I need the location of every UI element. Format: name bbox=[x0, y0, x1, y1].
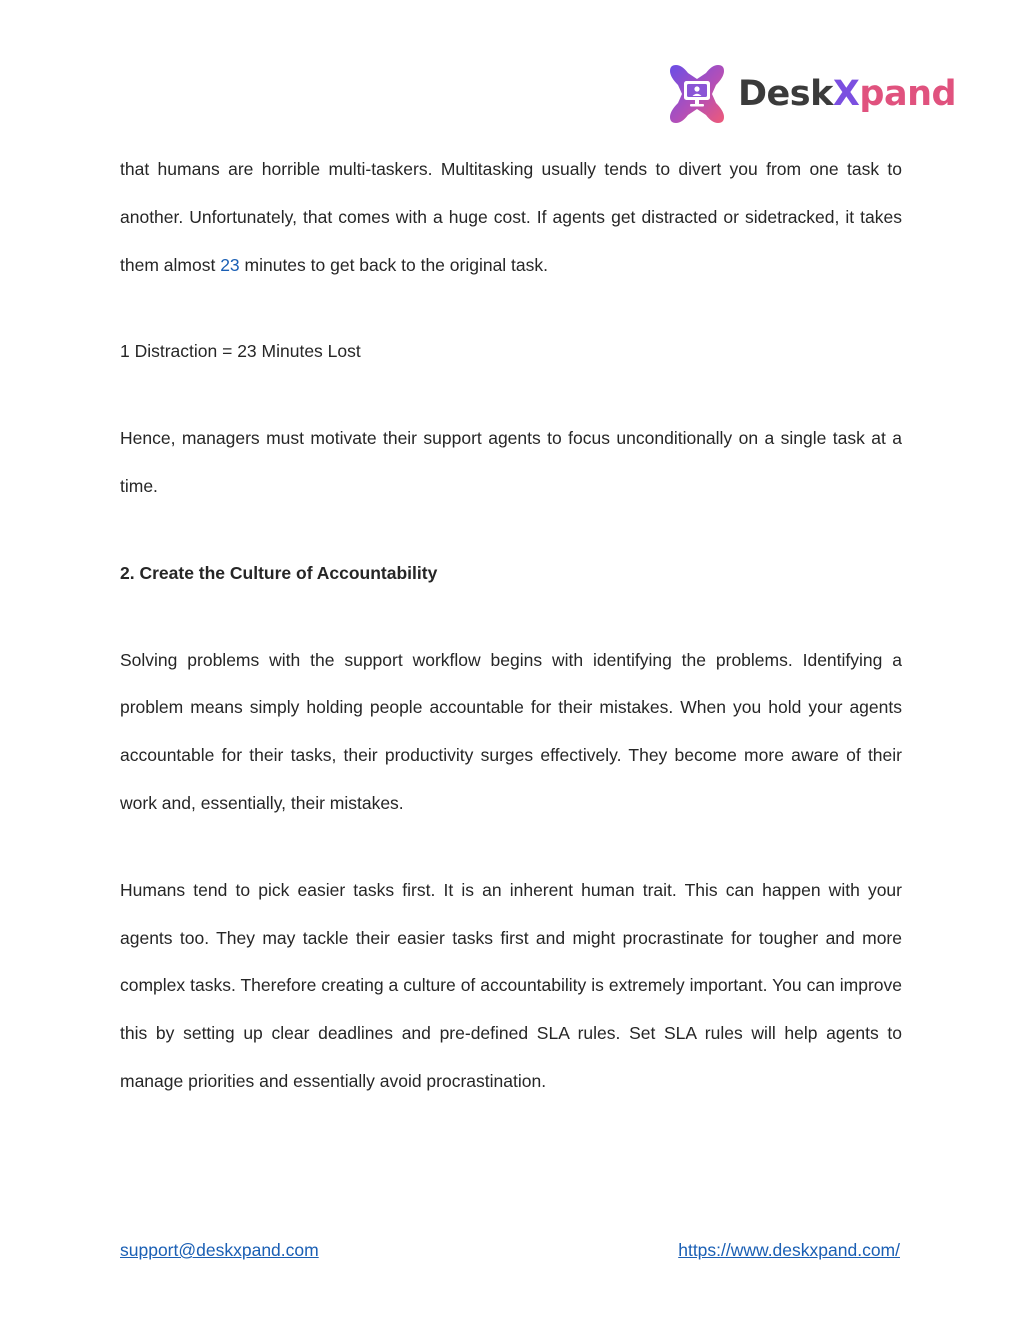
brand-name-desk: Desk bbox=[738, 73, 833, 114]
brand-logo bbox=[664, 60, 957, 128]
website-link[interactable]: https://www.deskxpand.com/ bbox=[678, 1240, 900, 1260]
paragraph-accountability: Solving problems with the support workflow begins with identifying the problems. Identifying a problem means simply holding people accountable for their mistakes. When you hold your agents accountable for their tasks, their productivity surges effectively. They become more aware of their work and, essentially, their mistakes. bbox=[120, 649, 902, 813]
brand-name-pand: pand bbox=[859, 73, 957, 114]
document-body bbox=[120, 146, 902, 1106]
paragraph-text: minutes to get back to the original task. bbox=[239, 254, 549, 275]
paragraph-procrastination: Humans tend to pick easier tasks first. It is an inherent human trait. This can happen with your agents too. They may tackle their easier tasks first and might procrastinate for tougher and more complex tasks. Therefore creating a culture of accountability is extremely important. You can improve this by setting up clear deadlines and pre-defined SLA rules. Set SLA rules will help agents to manage priorities and essentially avoid procrastination. bbox=[120, 879, 902, 1091]
section-heading: 2. Create the Culture of Accountability bbox=[120, 562, 438, 583]
paragraph-multitasking bbox=[120, 146, 902, 289]
deskxpand-logo-mark bbox=[664, 61, 730, 127]
statistic-link[interactable]: 23 bbox=[220, 254, 240, 275]
paragraph-focus: Hence, managers must motivate their support agents to focus unconditionally on a single task at a time. bbox=[120, 428, 902, 496]
brand-name-x: X bbox=[832, 73, 860, 114]
distraction-formula: 1 Distraction = 23 Minutes Lost bbox=[120, 341, 361, 362]
paragraph-text: that humans are horrible multi-taskers. Multitasking usually tends to divert you from one task to another. Unfortunately, that comes with a huge cost. If agents get distracted or sidetracked, it takes them almost bbox=[120, 159, 902, 275]
brand-wordmark bbox=[738, 73, 957, 114]
support-email-link[interactable]: support@deskxpand.com bbox=[120, 1240, 319, 1260]
